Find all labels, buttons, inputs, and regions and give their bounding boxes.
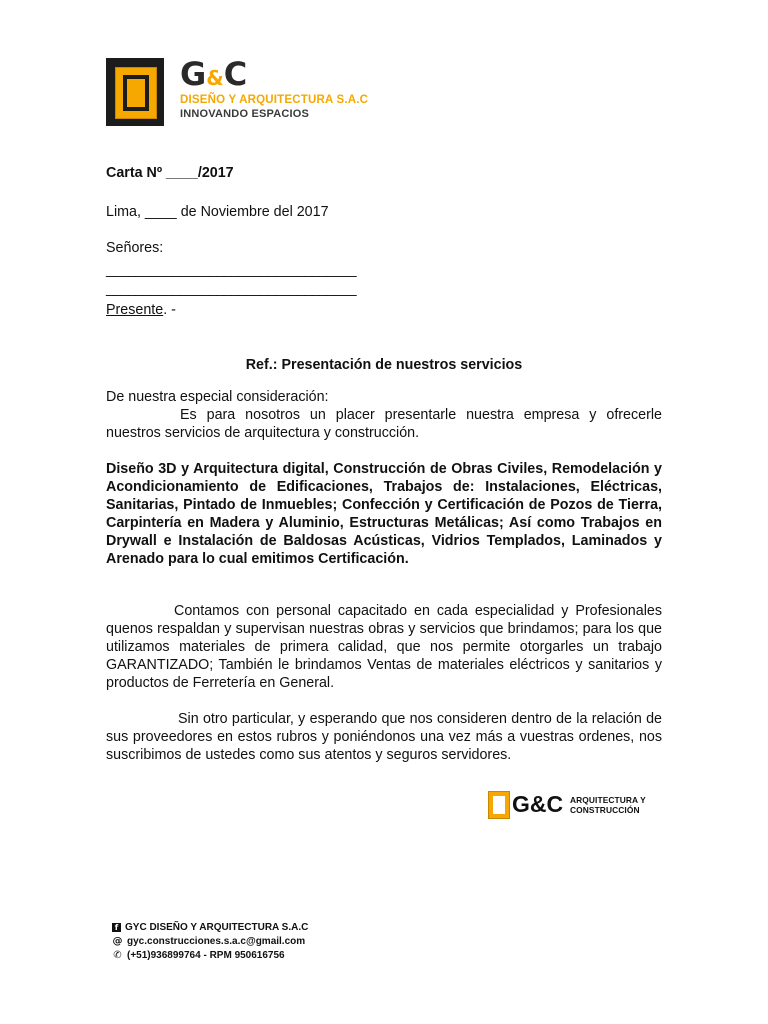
facebook-icon: f [112,923,121,932]
staff-paragraph: Contamos con personal capacitado en cada especialidad y Profesionales quenos respaldan y supervisan nuestras obras y servicios que brindamos; para los que utilizamos materiales de primera calidad, que nos permite otorgarles un trabajo GARANTIZADO; También le brindamos Ventas de materiales eléctricos y sanitarios y productos de Ferretería en General. [106,603,662,691]
greeting: De nuestra especial consideración: [106,389,329,405]
presente-line [106,301,176,319]
addressee-line-2: __________________________________ [106,281,356,297]
closing-paragraph: Sin otro particular, y esperando que nos consideren dentro de la relación de sus proveedores en estos rubros y poniéndonos una vez más a vuestras ordenes, nos suscribimos de ustedes como sus atentos y seguros servidores. [106,711,662,763]
reference-line: Ref.: Presentación de nuestros servicios [245,357,523,373]
place-date: Lima, ____ de Noviembre del 2017 [106,204,329,220]
services-paragraph: Diseño 3D y Arquitectura digital, Construcción de Obras Civiles, Remodelación y Acondicionamiento de Edificaciones, Trabajos de: Instalaciones, Eléctricas, Sanitarias, Pintado de Inmuebles; Confección y Certificación de Pozos de Tierra, Carpintería en Madera y Aluminio, Estructuras Metálicas; Así como Trabajos en Drywall e Instalación de Baldosas Acústicas, Vidrios Templados, Laminados y Arenado para lo cual emitimos Certificación. [106,461,662,567]
at-icon: @ [112,936,123,947]
letter-number: Carta Nº ____/2017 [106,165,234,181]
footer-facebook: f GYC DISEÑO Y ARQUITECTURA S.A.C [112,922,308,934]
signature-subtitle: ARQUITECTURA Y CONSTRUCCIÓN [570,795,646,815]
addressee-line-1: __________________________________ [106,262,356,278]
company-name: DISEÑO Y ARQUITECTURA S.A.C [180,94,369,106]
company-logo-icon [106,58,164,126]
addressee-label: Señores: [106,240,164,256]
footer-phone: ✆ (+51)936899764 - RPM 950616756 [113,950,285,961]
signature-logo-icon [488,791,510,819]
brand-name: G&C [180,55,248,93]
signature-brand: G&C [512,791,564,817]
presente-suffix: . - [163,302,176,318]
footer-email: @ gyc.construcciones.s.a.c@gmail.com [112,936,306,947]
phone-icon: ✆ [113,950,122,961]
presente-word: Presente [106,302,164,318]
intro-paragraph: Es para nosotros un placer presentarle nuestra empresa y ofrecerle nuestros servicios de arquitectura y construcción. [106,407,662,441]
company-slogan: INNOVANDO ESPACIOS [180,108,310,120]
